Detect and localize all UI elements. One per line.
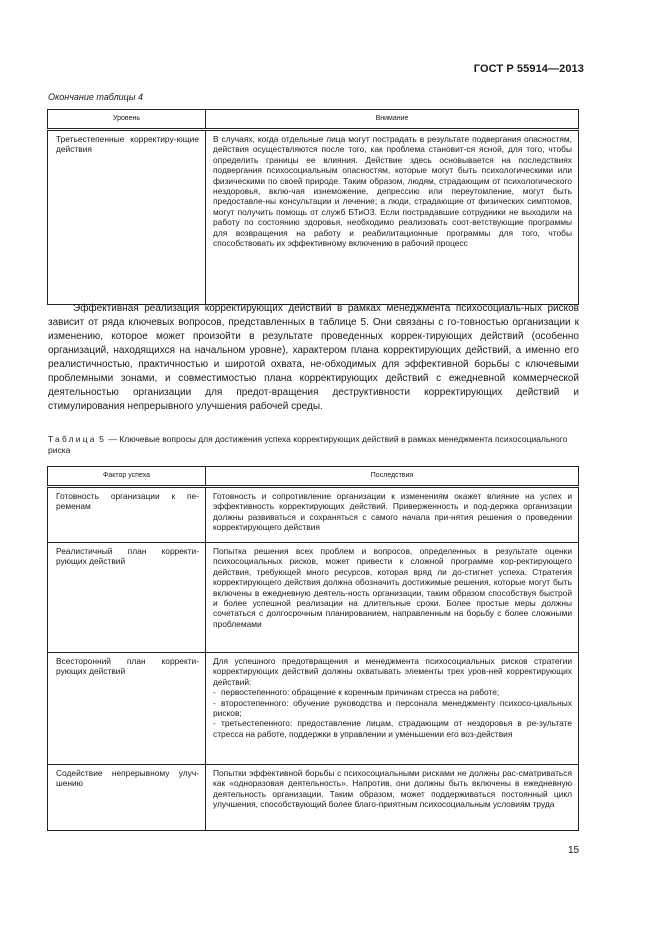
cell-level: Третьестепенные корректиру-ющие действия bbox=[48, 130, 206, 305]
table-continuation-label: Окончание таблицы 4 bbox=[48, 92, 143, 102]
cell-attention: В случаях, когда отдельные лица могут пострадать в результате подвергания опасностям, действия осуществляются после того, как проблема становит-ся ясной, для того, чтобы определить границы ее влияния. Действие здесь основывается на последствиях подвергания психосоциальным опасностям, которые могут быть психологическими или физическими по своей природе. Таким образом, людям, страдающим от психологического нездоровья, вклю-чая изнеможение, депрессию или переутомление, могут быть предоставле-ны консультации и лечение; а люди, страдающие от физических симптомов, могут получить помощь от служб БТиОЗ. Если пострадавшие сотрудники не выходили на работу по состоянию здоровья, необходимо реализовать соот-ветствующие программы для возвращения на работу и реабилитационные программы для того, чтобы способствовать их эффективному включению в рабочий процесс bbox=[206, 130, 579, 305]
standard-designation: ГОСТ Р 55914—2013 bbox=[473, 63, 584, 75]
action-levels-list bbox=[213, 687, 572, 739]
cell-consequences: Попытка решения всех проблем и вопросов, определенных в результате оценки психосоциальных рисков, может привести к сложной программе кор-ректирующего действия, требующей много ресурсов, которая вряд ли до-стигнет успеха. Стратегия корректирующего действия должна обозначить достижимые решения, которые могут быть включены в ежедневную деятель-ность организации, таким образом способствуя быстрой и более успешной реализации на длительные сроки. Более простые меры должны сочетаться с долгосрочным планированием, направленным на борьбу с более сложными проблемами bbox=[206, 543, 579, 653]
list-item: - третьестепенного: предоставление лицам, страдающим от нездоровья в ре-зультате стресса на работе, поддержки в управлении и уменьшении его воз-действия bbox=[213, 718, 572, 739]
table-5 bbox=[47, 466, 579, 831]
cell-success-factor: Содействие непрерывному улуч-шению bbox=[48, 765, 206, 831]
list-intro: Для успешного предотвращения и менеджмента психосоциальных рисков стратегии корректирующих действий должны охватывать элементы трех уров-ней корректирующих действий: bbox=[213, 656, 572, 687]
cell-consequences: Готовность и сопротивление организации к изменениям окажет влияние на успех и эффективность корректирующих действий. Приверженность и под-держка организации должны развиваться и сохраняться с самого начала при-нятия решения о проведении корректирующего действия bbox=[206, 487, 579, 543]
table-row bbox=[48, 765, 579, 831]
column-header-success-factor: Фактор успеха bbox=[48, 467, 206, 487]
table-row bbox=[48, 487, 579, 543]
cell-consequences bbox=[206, 653, 579, 765]
column-header-attention: Внимание bbox=[206, 110, 579, 130]
column-header-consequences: Последствия bbox=[206, 467, 579, 487]
table-caption-number: 5 bbox=[99, 434, 107, 444]
table-header-row bbox=[48, 110, 579, 130]
cell-consequences: Попытки эффективной борьбы с психосоциальными рисками не должны рас-сматриваться как «одноразовая деятельность». Напротив, они должны быть включены в ежедневную деятельность организации. Таким образом, может поддерживаться постоянный цикл улучшения, способствующий более благо-приятным психосоциальным условиям труда bbox=[206, 765, 579, 831]
list-item: - первостепенного: обращение к коренным причинам стресса на работе; bbox=[213, 687, 500, 698]
cell-success-factor: Готовность организации к пе-ременам bbox=[48, 487, 206, 543]
cell-success-factor: Всесторонний план корректи-рующих действий bbox=[48, 653, 206, 765]
column-header-level: Уровень bbox=[48, 110, 206, 130]
table-caption-label: Таблица bbox=[48, 434, 97, 444]
table-row bbox=[48, 543, 579, 653]
list-item: - второстепенного: обучение руководства и персонала менеджменту психосо-циальных рисков; bbox=[213, 697, 572, 719]
table-row bbox=[48, 130, 579, 305]
table-caption bbox=[48, 434, 579, 456]
table-4 bbox=[47, 109, 579, 305]
table-caption-text: — Ключевые вопросы для достижения успеха корректирующих действий в рамках менеджмента психосоциального риска bbox=[48, 434, 568, 455]
table-header-row bbox=[48, 467, 579, 487]
cell-success-factor: Реалистичный план корректи-рующих действий bbox=[48, 543, 206, 653]
table-row bbox=[48, 653, 579, 765]
body-paragraph: Эффективная реализация корректирующих действий в рамках менеджмента психосоциаль-ных рисков зависит от ряда ключевых вопросов, представленных в таблице 5. Они связаны с го-товностью организации к изменению, которое может произойти в результате проведенных коррек-тирующих действий (особенно организаций, находящихся на начальном уровне), характером плана корректирующих действий, а именно его реалистичностью, практичностью и широтой охвата, не-обходимых для эффективной борьбы с ключевыми проблемными зонами, и совместимостью плана корректирующих действий с ежедневной коммерческой деятельностью организации для предот-вращения деструктивности корректирующих действий и стимулирования непрерывного улучшения рабочей среды. bbox=[48, 303, 579, 413]
page-number: 15 bbox=[568, 845, 580, 856]
